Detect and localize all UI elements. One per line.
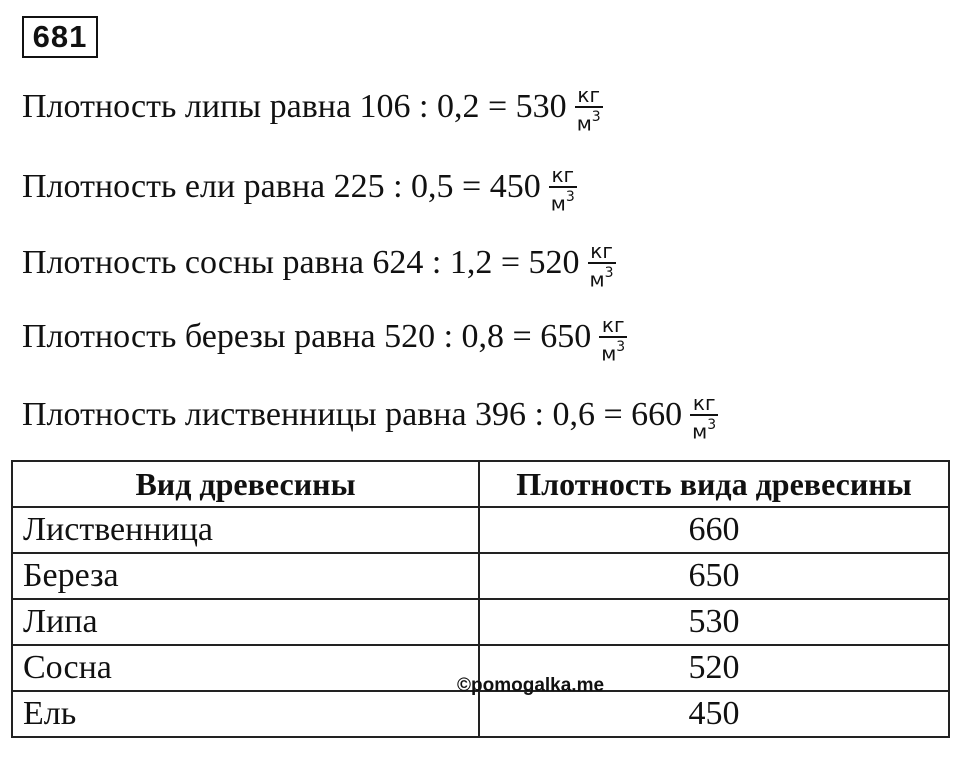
- equation-text: Плотность липы равна 106 : 0,2 = 530: [22, 88, 567, 126]
- wood-name-cell: Ель: [12, 691, 479, 737]
- density-line-birch: [22, 312, 627, 366]
- wood-name-cell: Липа: [12, 599, 479, 645]
- equation-text: Плотность березы равна 520 : 0,8 = 650: [22, 318, 592, 356]
- unit-numerator: кг: [551, 163, 575, 187]
- unit-numerator: кг: [601, 313, 625, 337]
- density-line-pine: [22, 238, 616, 292]
- wood-name-cell: Лиственница: [12, 507, 479, 553]
- unit-fraction: [690, 392, 718, 443]
- unit-fraction: [575, 84, 603, 135]
- table-row: [12, 691, 949, 737]
- density-value-cell: 520: [479, 645, 949, 691]
- unit-fraction: [599, 314, 627, 365]
- equation-text: Плотность лиственницы равна 396 : 0,6 = 660: [22, 396, 683, 434]
- equation-text: Плотность ели равна 225 : 0,5 = 450: [22, 168, 541, 206]
- unit-denominator: $м^3$: [576, 109, 601, 136]
- unit-numerator: кг: [590, 239, 613, 263]
- density-line-linden: [22, 82, 603, 136]
- density-line-larch: [22, 390, 718, 444]
- unit-numerator: кг: [692, 391, 716, 415]
- unit-denominator: $м^3$: [601, 339, 626, 366]
- wood-name-cell: Береза: [12, 553, 479, 599]
- task-number: 681: [22, 16, 98, 58]
- unit-denominator: $м^3$: [550, 189, 575, 216]
- unit-numerator: кг: [577, 83, 600, 107]
- unit-fraction: [588, 240, 616, 291]
- density-value-cell: 660: [479, 507, 949, 553]
- unit-denominator: $м^3$: [692, 417, 717, 444]
- table-row: [12, 553, 949, 599]
- wood-name-cell: Сосна: [12, 645, 479, 691]
- density-line-spruce: [22, 162, 577, 216]
- header-wood-type: Вид древесины: [12, 461, 479, 507]
- watermark: ©pomogalka.me: [457, 675, 605, 696]
- table-row: [12, 507, 949, 553]
- density-value-cell: 450: [479, 691, 949, 737]
- density-value-cell: 530: [479, 599, 949, 645]
- header-density: Плотность вида древесины: [479, 461, 949, 507]
- unit-denominator: $м^3$: [589, 265, 614, 292]
- table-row: [12, 599, 949, 645]
- unit-fraction: [549, 164, 577, 215]
- density-value-cell: 650: [479, 553, 949, 599]
- equation-text: Плотность сосны равна 624 : 1,2 = 520: [22, 244, 580, 282]
- table-header-row: [12, 461, 949, 507]
